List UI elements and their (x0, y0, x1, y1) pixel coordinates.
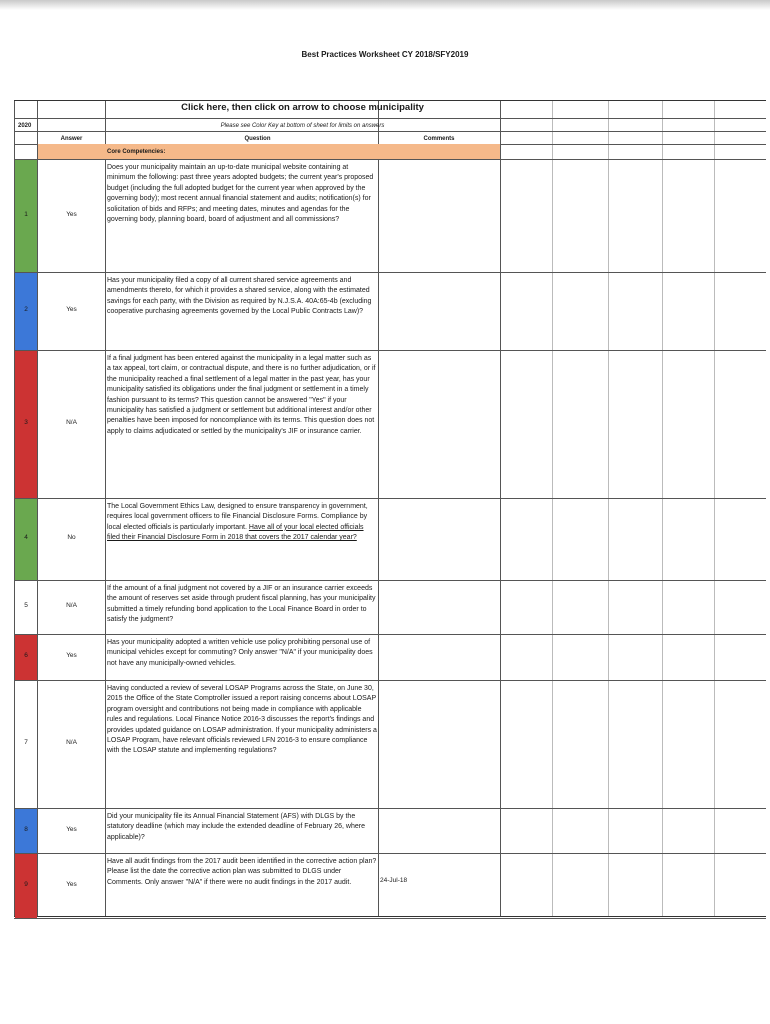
underlined-question: Have all of your local elected officials filed their Financial Disclosure Form in 2018 that covers the 2017 calendar year? (107, 523, 364, 542)
question-text: If the amount of a final judgment not covered by a JIF or an insurance carrier exceeds the amount of reserves set aside through prudent fiscal planning, has your municipality submitted a timely refunding bond application to the Local Finance Board in order to satisfy the judgment? (107, 585, 376, 624)
question-number: 2 (24, 306, 28, 313)
municipality-selector[interactable]: Click here, then click on arrow to choose municipality (181, 102, 424, 113)
question-row (14, 680, 766, 808)
grid-line (14, 131, 766, 132)
question-number: 8 (24, 826, 28, 833)
question-text: Does your municipality maintain an up-to-date municipal website containing at minimum the following: past three years adopted budgets; the current year's proposed budget (including the full adopted budget for the current year when approved by the governing body); most recent annual financial statement and audits; notification(s) for solicitation of bids and RFPs; and meeting dates, minutes and agendas for the governing body, planning board, board of adjustment and all commissions? (107, 164, 374, 224)
question-text: The Local Government Ethics Law, designed to ensure transparency in government, requires local government officers to file Financial Disclosure Forms. Compliance by local elected officials is particularly important. Have all of your local elected officials filed their Financial Disclosure Form in 2018 that covers the 2017 calendar year? (107, 503, 368, 542)
answer-cell[interactable]: No (67, 534, 76, 541)
answer-cell[interactable]: Yes (66, 826, 77, 833)
answer-cell[interactable]: N/A (66, 419, 77, 426)
question-column-header: Question (244, 136, 271, 142)
question-row (14, 350, 766, 498)
scan-edge-shadow (0, 0, 770, 10)
color-key-note: Please see Color Key at bottom of sheet for limits on answers (220, 123, 385, 129)
answer-column-header: Answer (60, 136, 83, 142)
question-number: 9 (24, 881, 28, 888)
answer-cell[interactable]: N/A (66, 602, 77, 609)
question-row (14, 159, 766, 272)
answer-cell[interactable]: N/A (66, 739, 77, 746)
question-text: Have all audit findings from the 2017 audit been identified in the corrective action plan? Please list the date the corrective action plan was submitted to DLGS under Comments. Only answer "N/A" if there were no audit findings in the 2017 audit. (107, 858, 377, 886)
answer-cell[interactable]: Yes (66, 652, 77, 659)
section-label: Core Competencies: (107, 149, 166, 155)
comments-column-header: Comments (423, 136, 455, 142)
answer-cell[interactable]: Yes (66, 881, 77, 888)
question-row (14, 853, 766, 918)
question-text: Did your municipality file its Annual Financial Statement (AFS) with DLGS by the statutory deadline (which may include the extended deadline of February 26, where applicable)? (107, 813, 365, 841)
question-text: Has your municipality adopted a written vehicle use policy prohibiting personal use of municipal vehicles except for commuting? Only answer "N/A" if your municipality does not have any municipally-owned vehicles. (107, 639, 373, 667)
question-number: 4 (24, 534, 28, 541)
question-row (14, 808, 766, 853)
question-number: 5 (24, 602, 28, 609)
question-number: 6 (24, 652, 28, 659)
question-text: Having conducted a review of several LOSAP Programs across the State, on June 30, 2015 the Office of the State Comptroller issued a report raising concerns about LOSAP program oversight and contributions not being made in compliance with applicable rules and regulations. Local Finance Notice 2016-3 discusses the report's findings and provides updated guidance on LOSAP administration. If your municipality administers a LOSAP Program, have relevant officials reviewed LFN 2016-3 to ensure compliance with the LOSAP statute and implementing regulations? (107, 685, 377, 755)
question-text: Has your municipality filed a copy of all current shared service agreements and amendments thereto, for which it provides a shared service, along with the estimated savings for each party, with the Division as required by N.J.S.A. 40A:65-4b (excluding cooperative purchasing agreements governed by the Local Public Contracts Law)? (107, 277, 372, 316)
page-title: Best Practices Worksheet CY 2018/SFY2019 (301, 50, 469, 59)
answer-cell[interactable]: Yes (66, 306, 77, 313)
question-row (14, 634, 766, 680)
question-row (14, 272, 766, 350)
question-number: 1 (24, 211, 28, 218)
question-number: 7 (24, 739, 28, 746)
question-text: If a final judgment has been entered against the municipality in a legal matter such as a tax appeal, tort claim, or contractual dispute, and there is no further adjudication, or if the municipality reached a final settlement of a legal matter in the past year, has your municipality satisfied its obligations under the final judgment or settlement in a timely fashion pursuant to its terms? This question cannot be answered "Yes" if your municipality has satisfied a judgment or settlement but additional interest and/or other penalties have been imposed for noncompliance with its terms. This question does not apply to claims adjudicated or settled by the municipality's JIF or insurance carrier. (107, 355, 376, 435)
year-cell: 2020 (18, 123, 32, 129)
question-number: 3 (24, 419, 28, 426)
question-row (14, 498, 766, 580)
comment-cell[interactable]: 24-Jul-18 (380, 877, 408, 884)
question-row (14, 580, 766, 634)
grid-line (14, 918, 766, 919)
answer-cell[interactable]: Yes (66, 211, 77, 218)
worksheet-table (14, 100, 766, 917)
grid-line (14, 118, 766, 119)
